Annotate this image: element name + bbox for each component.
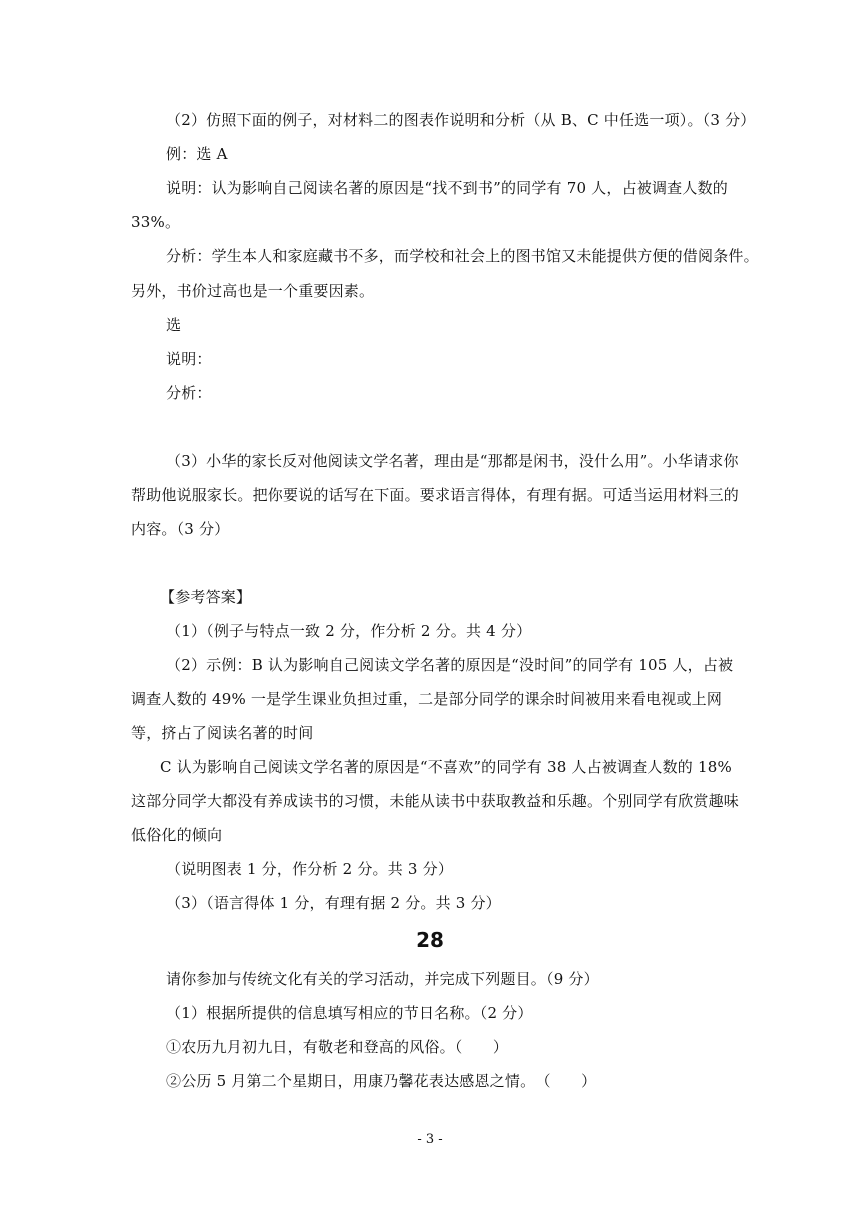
question-28-intro: 请你参加与传统文化有关的学习活动，并完成下列题目。（9 分）	[166, 970, 599, 988]
example-explanation-line-1: 说明：认为影响自己阅读名著的原因是“找不到书”的同学有 70 人，占被调查人数的	[166, 179, 728, 197]
answer-2-line-2: 调查人数的 49% 一是学生课业负担过重，二是部分同学的课余时间被用来看电视或上网	[131, 690, 723, 708]
question-2-prompt: （2）仿照下面的例子，对材料二的图表作说明和分析（从 B、C 中任选一项）。（3 分）	[166, 111, 756, 129]
question-28-item-1: ①农历九月初九日，有敬老和登高的风俗。（ ）	[166, 1038, 509, 1056]
question-number: 28	[416, 928, 444, 952]
answer-header: 【参考答案】	[160, 588, 252, 606]
example-analysis-line-1: 分析：学生本人和家庭藏书不多，而学校和社会上的图书馆又未能提供方便的借阅条件。	[166, 247, 759, 265]
question-28-item-2: ②公历 5 月第二个星期日，用康乃馨花表达感恩之情。 （ ）	[166, 1072, 597, 1090]
analysis-blank: 分析：	[166, 384, 212, 402]
question-3-line-2: 帮助他说服家长。把你要说的话写在下面。要求语言得体，有理有据。可适当运用材料三的	[131, 486, 740, 504]
explanation-blank: 说明：	[166, 350, 212, 368]
answer-2-line-1: （2）示例：B 认为影响自己阅读文学名著的原因是“没时间”的同学有 105 人，占被	[166, 656, 734, 674]
choose-blank: 选	[166, 316, 182, 334]
page-number: - 3 -	[417, 1132, 443, 1147]
example-explanation-line-2: 33%。	[131, 213, 181, 231]
question-28-sub-1: （1）根据所提供的信息填写相应的节日名称。（2 分）	[166, 1004, 533, 1022]
example-label: 例：选 A	[166, 145, 228, 163]
answer-2-line-3: 等，挤占了阅读名著的时间	[131, 724, 314, 742]
example-analysis-line-2: 另外，书价过高也是一个重要因素。	[131, 282, 375, 300]
question-3-line-1: （3）小华的家长反对他阅读文学名著，理由是“那都是闲书，没什么用”。小华请求你	[166, 452, 739, 470]
score-note-2: （说明图表 1 分，作分析 2 分。共 3 分）	[166, 860, 454, 878]
question-3-line-3: 内容。（3 分）	[131, 520, 230, 538]
answer-c-line-1: C 认为影响自己阅读文学名著的原因是“不喜欢”的同学有 38 人占被调查人数的 18%	[160, 758, 732, 776]
score-note-3: （3）（语言得体 1 分，有理有据 2 分。共 3 分）	[166, 894, 501, 912]
answer-c-line-3: 低俗化的倾向	[131, 826, 223, 844]
answer-1: （1）（例子与特点一致 2 分，作分析 2 分。共 4 分）	[166, 622, 532, 640]
answer-c-line-2: 这部分同学大都没有养成读书的习惯，未能从读书中获取教益和乐趣。个别同学有欣赏趣味	[131, 792, 740, 810]
